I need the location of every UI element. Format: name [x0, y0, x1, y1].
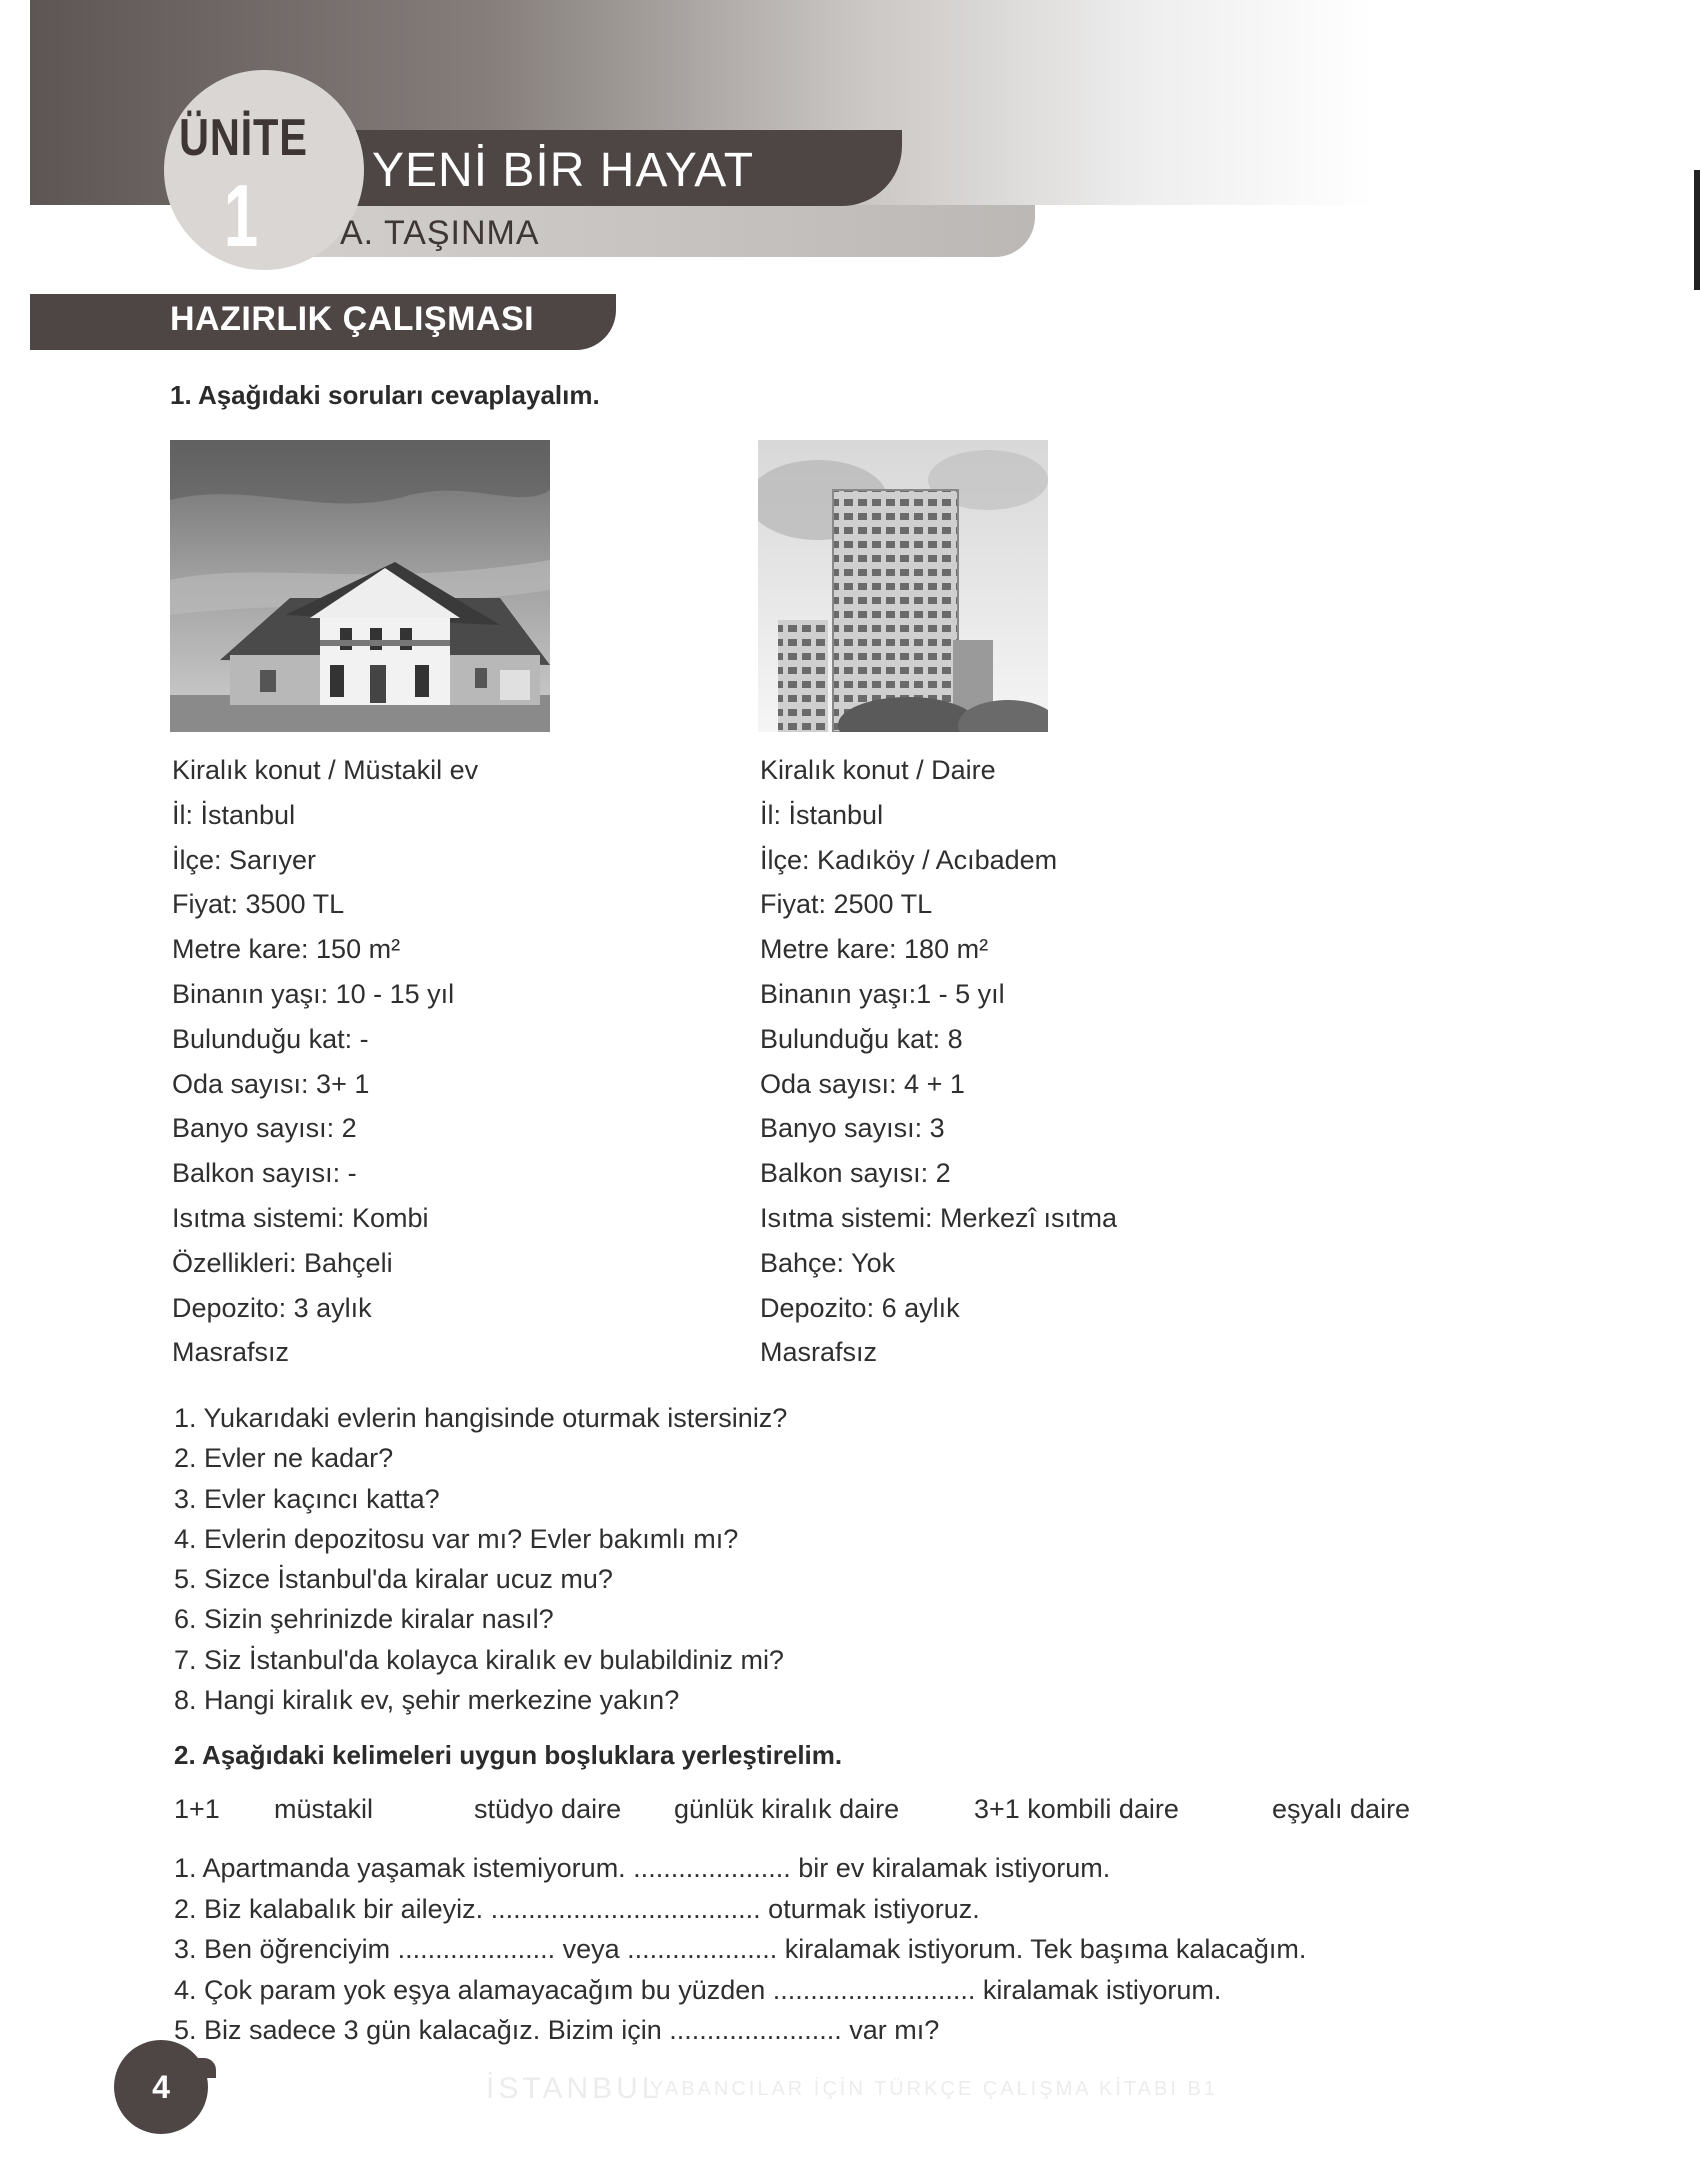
listing-line: İlçe: Kadıköy / Acıbadem — [760, 844, 1058, 875]
fill-in-sentences — [174, 1848, 1306, 2051]
listing-house — [172, 748, 478, 1375]
scan-edge-mark — [1694, 170, 1700, 290]
exercise-1-heading: 1. Aşağıdaki soruları cevaplayalım. — [170, 380, 600, 410]
listing-line: Depozito: 6 aylık — [760, 1292, 960, 1323]
page-number: 4 — [114, 2040, 208, 2134]
word-bank-item: eşyalı daire — [1272, 1794, 1411, 1824]
word-bank-item: 1+1 — [174, 1794, 220, 1824]
listing-line: Bahçe: Yok — [760, 1247, 896, 1278]
book-subtitle-watermark: YABANCILAR İÇİN TÜRKÇE ÇALIŞMA KİTABI B1 — [650, 2078, 1218, 2100]
sentence-item: 4. Çok param yok eşya alamayacağım bu yüzden ........................... kiralamak istiyorum. — [174, 1974, 1222, 2005]
question-item: 3. Evler kaçıncı katta? — [174, 1483, 440, 1514]
listing-line: Bulunduğu kat: - — [172, 1023, 369, 1054]
unit-label: ÜNİTE — [179, 109, 308, 167]
sentence-item: 2. Biz kalabalık bir aileyiz. .................................... oturmak istiyoruz. — [174, 1893, 980, 1924]
exercise-2-heading: 2. Aşağıdaki kelimeleri uygun boşluklara yerleştirelim. — [174, 1740, 843, 1770]
listing-line: Oda sayısı: 4 + 1 — [760, 1068, 965, 1099]
listing-line: İl: İstanbul — [172, 799, 296, 830]
sentence-item: 5. Biz sadece 3 gün kalacağız. Bizim için ....................... var mı? — [174, 2015, 940, 2045]
question-item: 5. Sizce İstanbul'da kiralar ucuz mu? — [174, 1564, 613, 1595]
listing-line: Balkon sayısı: - — [172, 1158, 357, 1189]
listing-line: Banyo sayısı: 3 — [760, 1113, 945, 1144]
listing-line: Fiyat: 2500 TL — [760, 889, 933, 920]
word-bank-item: 3+1 kombili daire — [974, 1794, 1179, 1824]
listing-line: Kiralık konut / Müstakil ev — [172, 755, 479, 785]
listing-line: Masrafsız — [172, 1337, 290, 1368]
listing-line: Binanın yaşı:1 - 5 yıl — [760, 978, 1005, 1009]
unit-title: YENİ BİR HAYAT — [372, 144, 755, 197]
sentence-item: 1. Apartmanda yaşamak istemiyorum. ..................... bir ev kiralamak istiyorum. — [174, 1853, 1111, 1883]
unit-subtitle: A. TAŞINMA — [340, 214, 540, 252]
listing-line: Balkon sayısı: 2 — [760, 1158, 951, 1189]
section-title: HAZIRLIK ÇALIŞMASI — [170, 300, 535, 338]
book-title-watermark: İSTANBUL — [486, 2072, 663, 2105]
listing-line: İl: İstanbul — [760, 799, 884, 830]
listing-line: Binanın yaşı: 10 - 15 yıl — [172, 978, 455, 1009]
listing-line: Banyo sayısı: 2 — [172, 1113, 357, 1144]
question-item: 6. Sizin şehrinizde kiralar nasıl? — [174, 1604, 554, 1635]
house-photo — [170, 440, 550, 732]
question-item: 7. Siz İstanbul'da kolayca kiralık ev bulabildiniz mi? — [174, 1644, 784, 1675]
question-list — [174, 1398, 787, 1720]
question-item: 4. Evlerin depozitosu var mı? Evler bakımlı mı? — [174, 1523, 739, 1554]
listing-line: Masrafsız — [760, 1337, 878, 1368]
listing-line: Fiyat: 3500 TL — [172, 889, 345, 920]
listing-line: Kiralık konut / Daire — [760, 755, 996, 785]
listing-line: Oda sayısı: 3+ 1 — [172, 1068, 370, 1099]
listing-line: Isıtma sistemi: Merkezî ısıtma — [760, 1202, 1118, 1233]
question-item: 2. Evler ne kadar? — [174, 1443, 394, 1474]
listing-line: Metre kare: 180 m² — [760, 934, 989, 965]
unit-number: 1 — [223, 166, 259, 265]
listing-line: Özellikleri: Bahçeli — [172, 1247, 393, 1278]
question-item: 1. Yukarıdaki evlerin hangisinde oturmak istersiniz? — [174, 1403, 788, 1433]
apartment-photo — [758, 440, 1048, 732]
word-bank-item: stüdyo daire — [474, 1794, 622, 1824]
listing-line: Metre kare: 150 m² — [172, 934, 401, 965]
word-bank-item: günlük kiralık daire — [674, 1794, 900, 1824]
listing-line: İlçe: Sarıyer — [172, 844, 317, 875]
listing-line: Depozito: 3 aylık — [172, 1292, 372, 1323]
unit-badge — [164, 70, 364, 270]
listing-apartment — [760, 748, 1117, 1375]
word-bank-item: müstakil — [274, 1794, 374, 1824]
question-item: 8. Hangi kiralık ev, şehir merkezine yakın? — [174, 1685, 680, 1716]
sentence-item: 3. Ben öğrenciyim ..................... veya .................... kiralamak istiyorum. Tek başıma kalacağım. — [174, 1934, 1307, 1964]
listing-line: Bulunduğu kat: 8 — [760, 1023, 963, 1054]
listing-line: Isıtma sistemi: Kombi — [172, 1202, 429, 1233]
